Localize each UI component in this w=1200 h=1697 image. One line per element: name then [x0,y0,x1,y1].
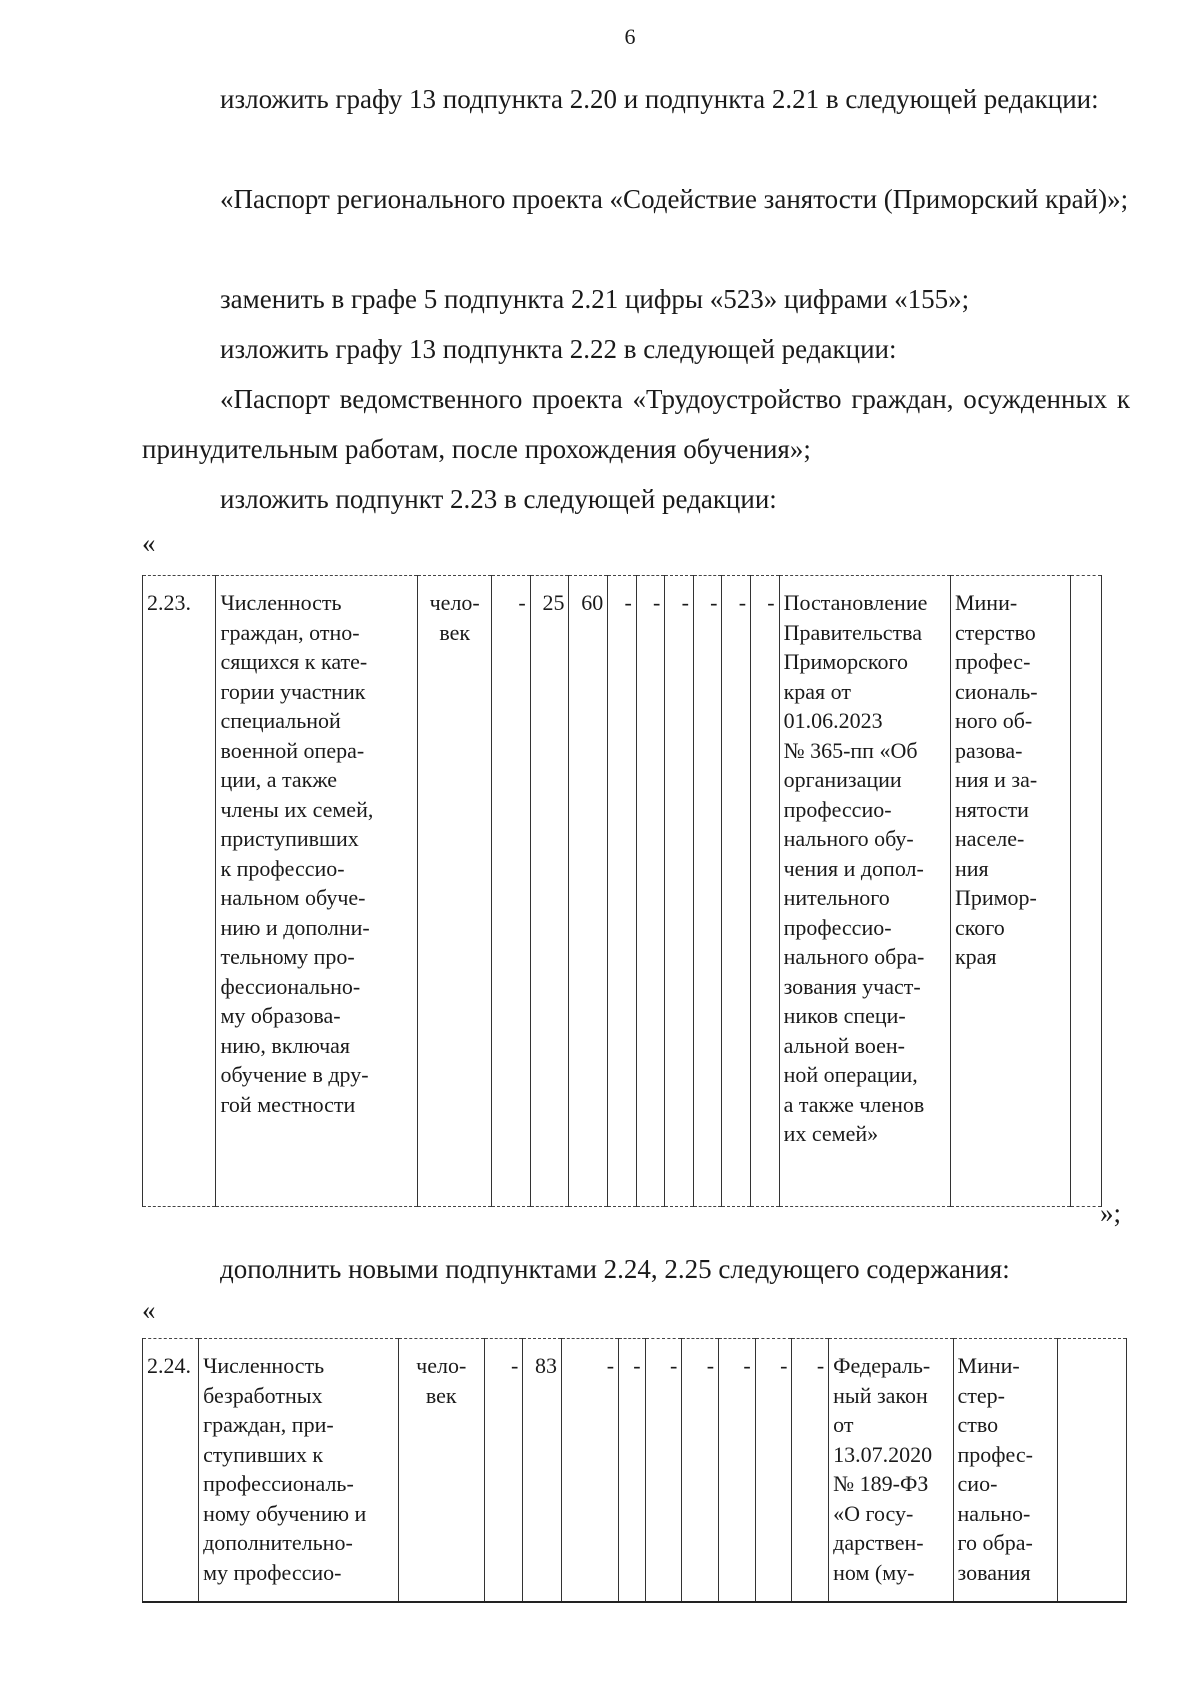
unit-cell: чело- век [398,1339,484,1603]
page-number: 6 [624,24,636,49]
extra-cell [1057,1339,1126,1603]
value-cell: - [619,1339,646,1603]
row-number: 2.23. [143,576,216,1207]
value-cell: - [608,576,637,1207]
value-cell: 83 [523,1339,562,1603]
value-cell: - [682,1339,719,1603]
value-cell: - [755,1339,792,1603]
row-number: 2.24. [143,1339,199,1603]
table-subitem-2-24 [142,1338,1127,1603]
opening-quote: « [142,1295,156,1325]
indicator-name: Численность граждан, отно- сящихся к кате- гории участник специальной военной опера- ции, а также члены их семей, приступивших к профессио- нальном обуче- нию и дополни- тельному про- фессионально- му образова- нию, включая обучение в дру- гой местности [216,576,418,1207]
closing-quote: »; [1100,1198,1122,1228]
value-cell: - [636,576,665,1207]
value-cell: 60 [569,576,608,1207]
paragraph-subitem-2-23: изложить подпункт 2.23 в следующей редакции: [220,484,777,514]
extra-cell [1071,576,1102,1207]
unit-cell: чело- век [418,576,491,1207]
source-document: Федераль- ный закон от 13.07.2020 № 189-ФЗ «О госу- дарствен- ном (му- [829,1339,953,1603]
source-document: Постановление Правительства Приморского края от 01.06.2023 № 365-пп «Об организации профессио- нального обу- чения и допол- нительного профессио- нального обра- зования участ- ников специ- альной воен- ной операции, а также членов их семей» [779,576,950,1207]
paragraph-passport-departmental-project: «Паспорт ведомственного проекта «Трудоустройство граждан, осужденных к принудительным работам, после прохождения обучения»; [142,384,1130,464]
value-cell: - [722,576,751,1207]
value-cell: - [645,1339,682,1603]
value-cell: - [719,1339,756,1603]
value-cell: - [751,576,780,1207]
table-row [143,576,1102,1207]
paragraph-replace-figures: заменить в графе 5 подпункта 2.21 цифры «523» цифрами «155»; [220,284,970,314]
paragraph-graph13-2-22: изложить графу 13 подпункта 2.22 в следующей редакции: [220,334,897,364]
value-cell: - [484,1339,523,1603]
responsible-body: Мини- стер- ство профес- сио- нально- го обра- зования [953,1339,1057,1603]
table-subitem-2-23 [142,575,1102,1207]
responsible-body: Мини- стерство профес- сиональ- ного об- разова- ния и за- нятости населе- ния Примор- ского края [950,576,1070,1207]
value-cell: 25 [530,576,569,1207]
value-cell: - [491,576,530,1207]
paragraph-new-subitems: дополнить новыми подпунктами 2.24, 2.25 следующего содержания: [220,1254,1010,1284]
indicator-name: Численность безработных граждан, при- ступивших к профессиональ- ному обучению и дополнительно- му профессио- [199,1339,399,1603]
value-cell: - [693,576,722,1207]
paragraph-passport-regional-project: «Паспорт регионального проекта «Содействие занятости (Приморский край)»; [220,184,1129,214]
value-cell: - [792,1339,829,1603]
value-cell: - [665,576,694,1207]
table-row [143,1339,1127,1603]
paragraph-graph13-2-20-2-21: изложить графу 13 подпункта 2.20 и подпункта 2.21 в следующей редакции: [220,84,1099,114]
opening-quote: « [142,528,156,558]
value-cell: - [562,1339,619,1603]
